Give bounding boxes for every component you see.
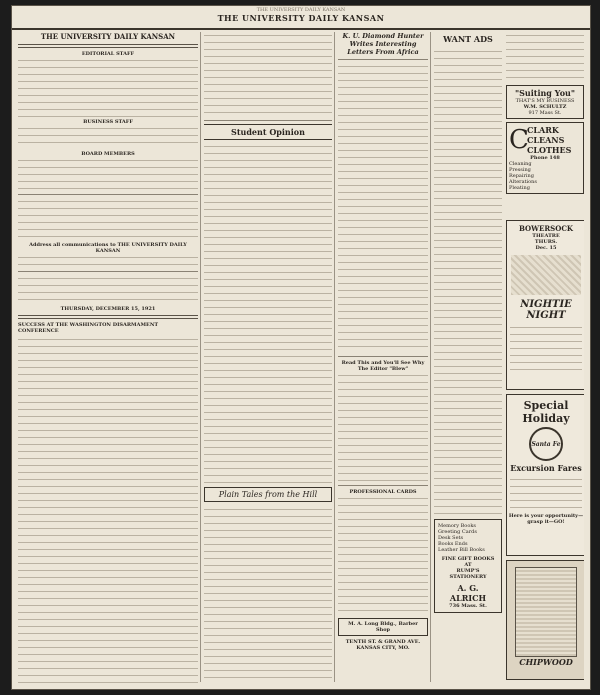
stationery-tag: FINE GIFT BOOKS	[441, 556, 495, 562]
paper-name: THE UNIVERSITY DAILY KANSAN	[40, 32, 176, 41]
dateline: THURSDAY, DECEMBER 15, 1921	[60, 306, 156, 312]
clark-word-1: CLARK	[527, 125, 559, 135]
suiting-name: W.M. SCHULTZ	[523, 104, 567, 110]
dec-label: Dec. 15	[535, 245, 557, 251]
divider	[204, 120, 332, 121]
column-3	[338, 32, 428, 684]
clark-word-2: CLEANS	[527, 135, 565, 145]
santa-fe-logo-text: Santa Fe	[531, 440, 561, 448]
stationery-item: Greeting Cards	[438, 529, 477, 535]
editor-blew-body	[338, 372, 428, 482]
column-1	[18, 32, 198, 684]
suiting-address: 917 Mass St.	[528, 110, 562, 116]
stationery-store: RUMP'S STATIONERY	[449, 568, 487, 580]
column-2	[204, 32, 332, 684]
clark-c-logo: C	[509, 125, 529, 155]
clark-service: Pleating	[509, 185, 530, 191]
column-rule	[430, 32, 431, 682]
excursion-fares: Excursion Fares	[510, 463, 582, 473]
subscription-info	[18, 198, 198, 242]
clark-service: Cleaning	[509, 161, 532, 167]
want-ads-column	[434, 32, 502, 652]
student-opinion-body	[204, 143, 332, 483]
clark-service: Alterations	[509, 179, 537, 185]
masthead-title: THE UNIVERSITY DAILY KANSAN	[217, 13, 385, 23]
professional-cards	[338, 495, 428, 615]
editorial-title: SUCCESS AT THE WASHINGTON DISARMAMENT CONFERENCE	[18, 322, 159, 334]
want-ads-list	[434, 48, 502, 516]
alrich-name: A. G. ALRICH	[449, 583, 487, 603]
barber-ad	[338, 618, 428, 636]
board-list	[18, 157, 198, 191]
clark-phone: Phone 148	[530, 155, 560, 161]
show-details	[510, 324, 582, 374]
divider	[338, 356, 428, 357]
divider	[18, 44, 198, 48]
santa-fe-logo	[529, 427, 563, 461]
tenth-street: TENTH ST. & GRAND AVE.	[345, 639, 421, 645]
staff-list	[18, 57, 198, 117]
opportunity-line: Here is your opportunity—grasp it—GO!	[508, 513, 584, 525]
divider	[18, 315, 198, 319]
address-block	[18, 254, 198, 268]
stationery-at: AT	[464, 562, 472, 568]
bowersock-ad	[506, 220, 584, 390]
want-ads-heading: WANT ADS	[443, 34, 493, 44]
clark-word-3: CLOTHES	[527, 145, 572, 155]
editorial-continued	[204, 32, 332, 117]
professional-cards-heading: PROFESSIONAL CARDS	[349, 489, 417, 495]
fare-details	[510, 476, 582, 510]
column-rule	[334, 32, 335, 682]
kansas-city: KANSAS CITY, MO.	[356, 645, 410, 651]
chipwood-brand: CHIPWOOD	[519, 657, 573, 667]
student-opinion-heading: Student Opinion	[204, 124, 332, 140]
suiting-ad	[506, 85, 584, 119]
stationery-ad	[434, 519, 502, 613]
thurs-label: THURS.	[534, 239, 558, 245]
divider	[338, 485, 428, 486]
clark-ad	[506, 122, 584, 194]
theatre-label: THEATRE	[532, 233, 560, 239]
address-line: Address all communications to THE UNIVERSITY DAILY KANSAN	[29, 242, 187, 254]
barber-name: M. A. Long Bldg., Barber Shop	[348, 621, 418, 633]
chipwood-box-illustration	[515, 567, 577, 657]
clark-service: Repairing	[509, 173, 534, 179]
nightie-night-title: NIGHTIE NIGHT	[520, 299, 572, 321]
divider	[338, 59, 428, 60]
board-heading: BOARD MEMBERS	[81, 151, 135, 157]
stationery-item: Leather Bill Books	[438, 547, 485, 553]
masthead-note	[18, 275, 198, 303]
suiting-title: "Suiting You"	[514, 88, 576, 98]
holiday-word: Holiday	[522, 412, 570, 425]
africa-story-title: K. U. Diamond Hunter Writes Interesting Letters From Africa	[342, 32, 424, 56]
stationery-item: Books Ends	[438, 541, 468, 547]
business-list	[18, 125, 198, 149]
editorial-staff-heading: EDITORIAL STAFF	[81, 51, 135, 57]
suiting-sub: THAT'S MY BUSINESS	[515, 98, 575, 104]
plain-tales-heading: Plain Tales from the Hill	[204, 487, 332, 502]
plain-tales-body	[204, 506, 332, 684]
masthead	[12, 6, 590, 30]
newspaper-page	[12, 6, 590, 689]
top-notices	[506, 32, 584, 82]
divider	[18, 194, 198, 195]
masthead-top-line: THE UNIVERSITY DAILY KANSAN	[256, 7, 346, 13]
bowersock-name: BOWERSOCK	[519, 224, 573, 233]
stationery-item: Memory Books	[438, 523, 476, 529]
stationery-item: Desk Sets	[438, 535, 464, 541]
editorial-body	[18, 336, 198, 684]
editor-blew-heading: Read This and You'll See Why The Editor "Blew"	[341, 360, 425, 372]
show-illustration	[511, 255, 581, 295]
divider	[18, 271, 198, 272]
special-word: Special	[523, 399, 569, 412]
africa-story-body	[338, 63, 428, 353]
business-staff-heading: BUSINESS STAFF	[83, 119, 133, 125]
clark-service: Pressing	[509, 167, 531, 173]
column-rule	[200, 32, 201, 682]
column-4	[434, 32, 584, 684]
alrich-address: 736 Mass. St.	[449, 603, 487, 609]
santa-fe-ad	[506, 394, 584, 556]
chipwood-ad	[506, 560, 584, 680]
